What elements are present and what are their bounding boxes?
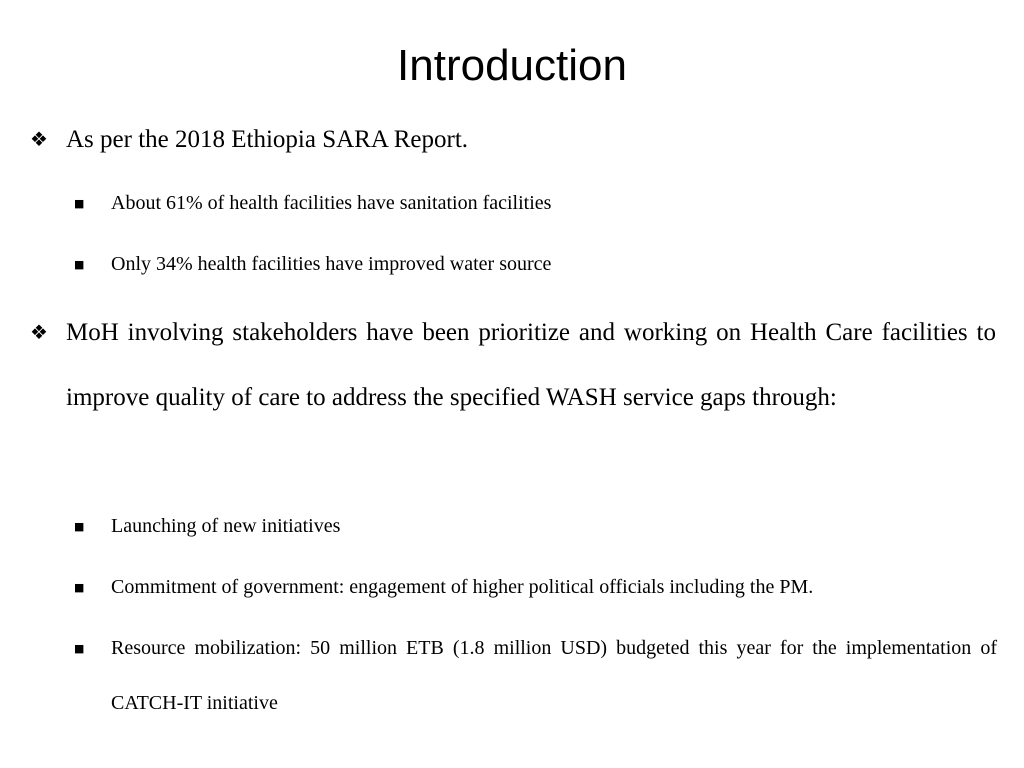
bullet-text: As per the 2018 Ethiopia SARA Report. bbox=[66, 126, 469, 153]
sub-bullet-2-2 bbox=[74, 560, 997, 615]
sub-bullet-text: About 61% of health facilities have sanitation facilities bbox=[111, 192, 552, 214]
sub-bullet-1-1 bbox=[74, 176, 997, 231]
sub-bullet-text: Launching of new initiatives bbox=[111, 515, 341, 537]
sub-bullet-2-1 bbox=[74, 499, 997, 554]
sub-bullet-2-3 bbox=[74, 621, 997, 731]
square-bullet-icon: ■ bbox=[74, 642, 85, 655]
diamond-bullet-icon: ❖ bbox=[30, 320, 48, 344]
sub-bullet-text: Only 34% health facilities have improved water source bbox=[111, 253, 552, 275]
bullet-text: MoH involving stakeholders have been prioritize and working on Health Care facilities to improve quality of care to address the specified WASH service gaps through: bbox=[66, 319, 996, 411]
slide-title: Introduction bbox=[397, 41, 627, 90]
square-bullet-icon: ■ bbox=[74, 258, 85, 271]
sub-bullet-text: Commitment of government: engagement of higher political officials including the PM. bbox=[111, 576, 814, 598]
square-bullet-icon: ■ bbox=[74, 520, 85, 533]
diamond-bullet-icon: ❖ bbox=[30, 127, 48, 151]
sub-bullet-1-2 bbox=[74, 237, 997, 292]
bullet-section-2 bbox=[30, 300, 996, 430]
square-bullet-icon: ■ bbox=[74, 581, 85, 594]
square-bullet-icon: ■ bbox=[74, 197, 85, 210]
bullet-section-1 bbox=[30, 107, 996, 172]
sub-bullet-text: Resource mobilization: 50 million ETB (1.8 million USD) budgeted this year for the implementation of CATCH-IT initiative bbox=[111, 637, 997, 714]
